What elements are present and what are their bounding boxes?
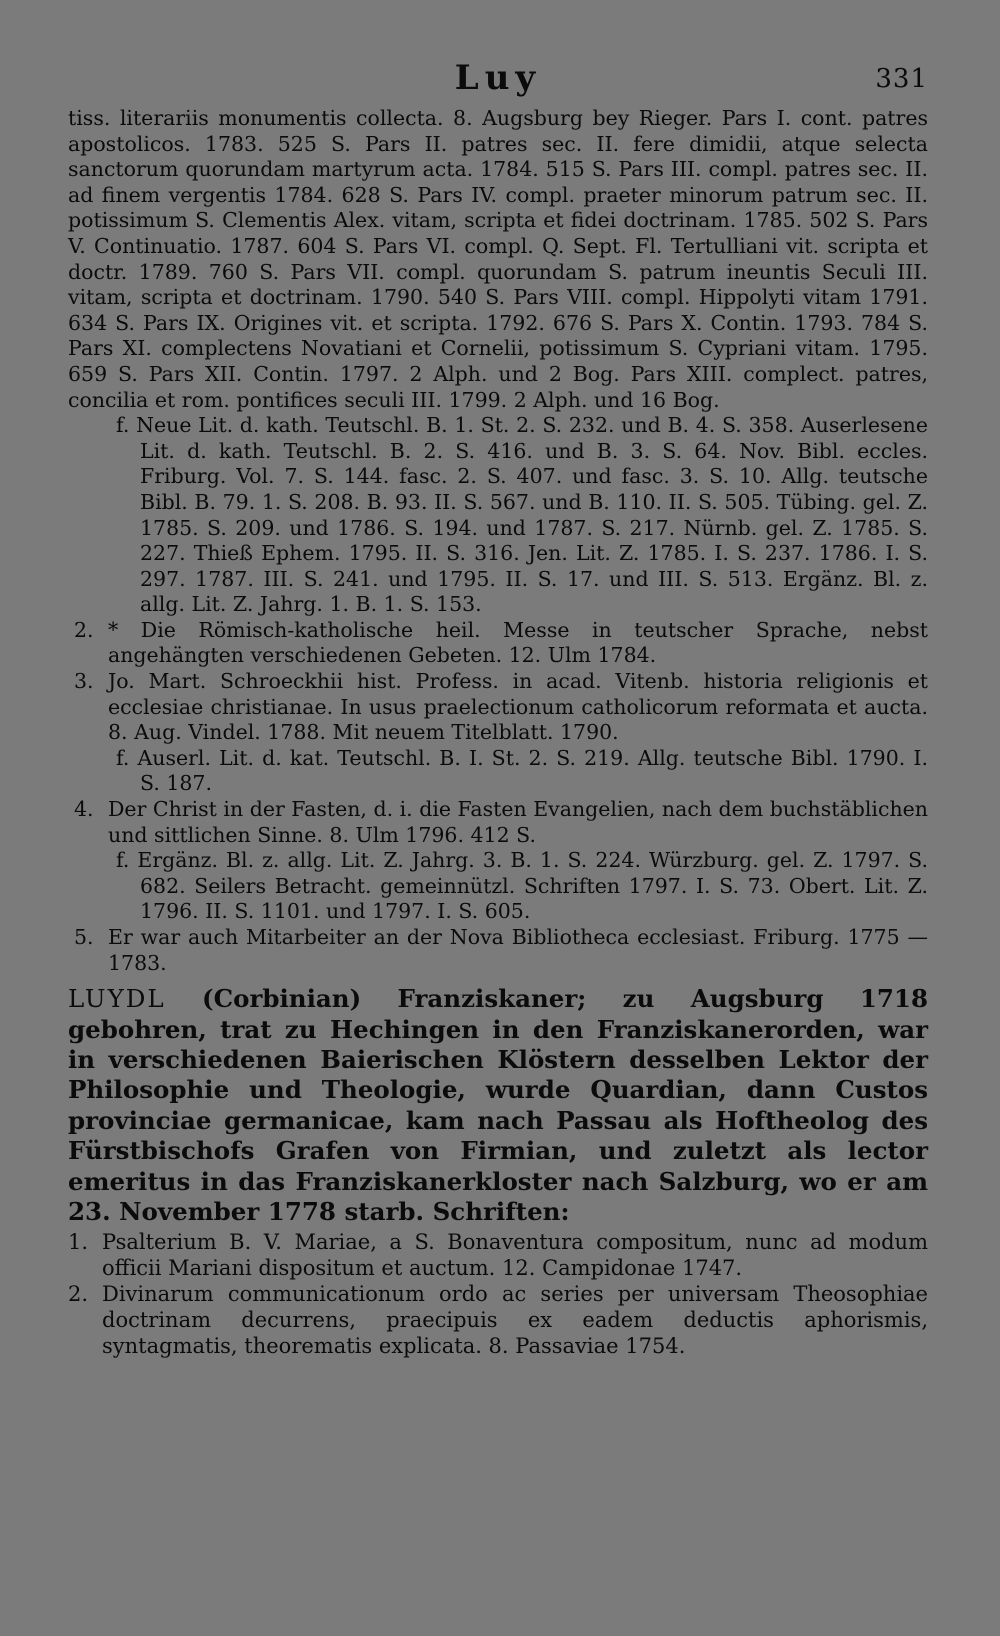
item-5 — [68, 925, 928, 976]
item-text: Der Christ in der Fasten, d. i. die Fasten Evangelien, nach dem buchstäblichen und sittlichen Sinne. 8. Ulm 1796. 412 S. — [108, 797, 928, 847]
work-2 — [68, 1281, 928, 1359]
continuation-paragraph: tiss. literariis monumentis collecta. 8. Augsburg bey Rieger. Pars I. cont. patres apostolicos. 1783. 525 S. Pars II. patres sec. II. fere dimidii, atque selecta sanctorum quorundam martyrum acta. 1784. 515 S. Pars III. compl. patres sec. II. ad finem vergentis 1784. 628 S. Pars IV. compl. praeter minorum patrum sec. II. potissimum S. Clementis Alex. vitam, scripta et fidei doctrinam. 1785. 502 S. Pars V. Continuatio. 1787. 604 S. Pars VI. compl. Q. Sept. Fl. Tertulliani vit. scripta et doctr. 1789. 760 S. Pars VII. compl. quorundam S. patrum ineuntis Seculi III. vitam, scripta et doctrinam. 1790. 540 S. Pars VIII. compl. Hippolyti vitam 1791. 634 S. Pars IX. Origines vit. et scripta. 1792. 676 S. Pars X. Contin. 1793. 784 S. Pars XI. complectens Novatiani et Cornelii, potissimum S. Cypriani vitam. 1795. 659 S. Pars XII. Contin. 1797. 2 Alph. und 2 Bog. Pars XIII. complect. patres, concilia et rom. pontifices seculi III. 1799. 2 Alph. und 16 Bog. — [68, 106, 928, 412]
work-text: Psalterium B. V. Mariae, a S. Bonaventura compositum, nunc ad modum officii Mariani dispositum et auctum. 12. Campidonae 1747. — [102, 1230, 928, 1281]
references-1: f. Neue Lit. d. kath. Teutschl. B. 1. St. 2. S. 232. und B. 4. S. 358. Auserlesene Lit. d. kath. Teutschl. B. 2. S. 416. und B. 3. S. 64. Nov. Bibl. eccles. Friburg. Vol. 7. S. 144. fasc. 2. S. 407. und fasc. 3. S. 10. Allg. teutsche Bibl. B. 79. 1. S. 208. B. 93. II. S. 567. und B. 110. II. S. 505. Tübing. gel. Z. 1785. S. 209. und 1786. S. 194. und 1787. S. 217. Nürnb. gel. Z. 1785. S. 227. Thieß Ephem. 1795. II. S. 316. Jen. Lit. Z. 1785. I. S. 237. 1786. I. S. 297. 1787. III. S. 241. und 1795. II. S. 17. und III. S. 513. Ergänz. Bl. z. allg. Lit. Z. Jahrg. 1. B. 1. S. 153. — [116, 413, 928, 617]
item-4 — [68, 797, 928, 848]
item-number: 2. — [74, 617, 94, 642]
item-text: * Die Römisch-katholische heil. Messe in teutscher Sprache, nebst angehängten verschiedenen Gebeten. 12. Ulm 1784. — [108, 617, 928, 668]
running-title: Luy — [454, 58, 542, 98]
entry-name: LUYDL — [68, 984, 166, 1014]
works-list — [68, 1229, 928, 1359]
item-3 — [68, 669, 928, 746]
work-1 — [68, 1229, 928, 1281]
item-number: 4. — [74, 797, 94, 822]
work-text: Divinarum communicationum ordo ac series per universam Theosophiae doctrinam decurrens, praecipuis ex eadem deductis aphorismis, syntagmatis, theorematis explicata. 8. Passaviae 1754. — [102, 1282, 928, 1359]
item-text: Er war auch Mitarbeiter an der Nova Bibliotheca ecclesiast. Friburg. 1775 — 1783. — [108, 925, 928, 975]
item-number: 3. — [74, 669, 94, 694]
page-header — [68, 58, 928, 98]
biography-entry — [68, 984, 928, 1227]
work-number: 2. — [68, 1282, 89, 1307]
item-4-references: f. Ergänz. Bl. z. allg. Lit. Z. Jahrg. 3. B. 1. S. 224. Würzburg. gel. Z. 1797. S. 682. Seilers Betracht. gemeinnützl. Schriften 1797. I. S. 73. Obert. Lit. Z. 1796. II. S. 1101. und 1797. I. S. 605. — [116, 848, 928, 924]
entry-body: (Corbinian) Franziskaner; zu Augsburg 1718 gebohren, trat zu Hechingen in den Franziskanerorden, war in verschiedenen Baierischen Klöstern desselben Lektor der Philosophie und Theologie, wurde Quardian, dann Custos provinciae germanicae, kam nach Passau als Hoftheolog des Fürstbischofs Grafen von Firmian, und zuletzt als lector emeritus in das Franziskanerkloster nach Salzburg, wo er am 23. November 1778 starb. Schriften: — [68, 984, 929, 1227]
item-number: 5. — [74, 925, 94, 949]
item-3-references: f. Auserl. Lit. d. kat. Teutschl. B. I. St. 2. S. 219. Allg. teutsche Bibl. 1790. I. S. 187. — [116, 745, 928, 796]
item-text: Jo. Mart. Schroeckhii hist. Profess. in acad. Vitenb. historia religionis et ecclesiae christianae. In usus praelectionum catholicorum reformata et aucta. 8. Aug. Vindel. 1788. Mit neuem Titelblatt. 1790. — [108, 669, 928, 745]
numbered-items — [68, 618, 928, 976]
page-number: 331 — [875, 64, 928, 94]
item-2 — [68, 618, 928, 669]
work-number: 1. — [68, 1230, 89, 1255]
